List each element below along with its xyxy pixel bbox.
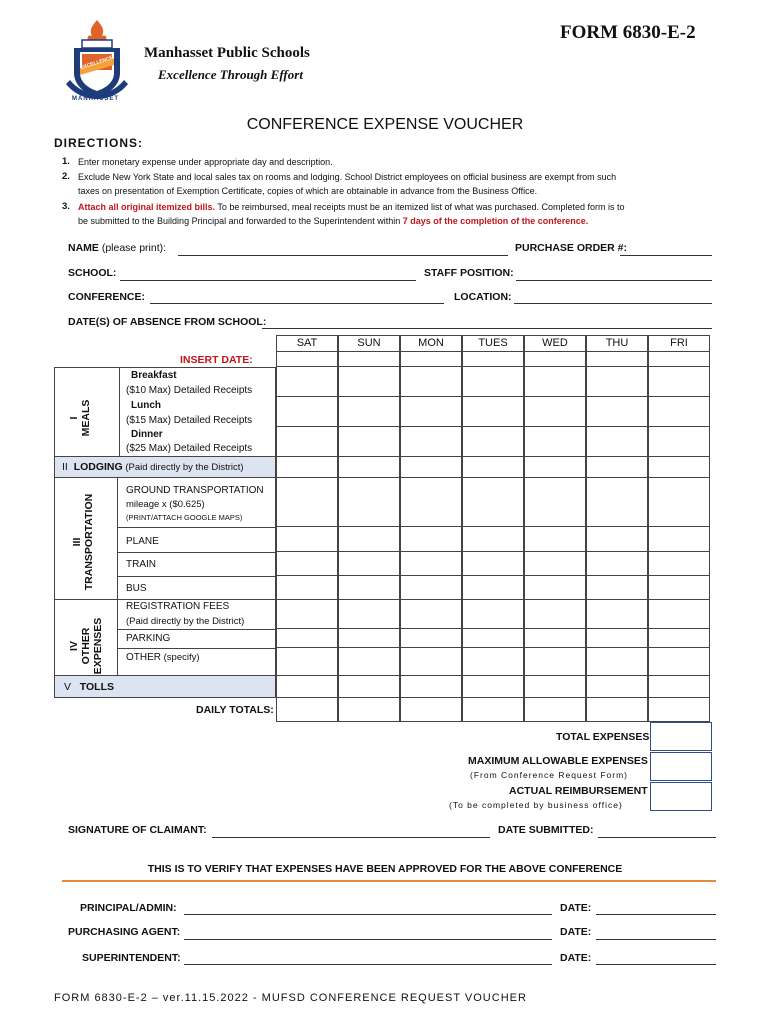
expense-cell[interactable] (462, 527, 524, 552)
expense-cell[interactable] (586, 527, 648, 552)
expense-cell[interactable] (586, 676, 648, 698)
expense-cell[interactable] (524, 676, 586, 698)
meals-heading (68, 378, 92, 458)
principal-date-label: DATE: (560, 902, 592, 914)
logo-banner-text: MANHASSET (72, 96, 120, 102)
other-label (126, 652, 200, 663)
daily-total-cell[interactable] (276, 698, 338, 722)
day-header: SAT (276, 335, 338, 352)
date-cell[interactable] (276, 352, 338, 367)
expense-cell[interactable] (462, 600, 524, 629)
expense-cell[interactable] (462, 367, 524, 397)
meals-num: I (68, 416, 80, 420)
principal-field[interactable] (184, 914, 552, 915)
expense-cell[interactable] (276, 367, 338, 397)
purchasing-date-label: DATE: (560, 926, 592, 938)
expense-cell[interactable] (276, 552, 338, 576)
expense-cell[interactable] (586, 427, 648, 457)
expense-cell[interactable] (338, 629, 400, 648)
absence-field[interactable] (262, 328, 712, 329)
absence-label: DATE(S) OF ABSENCE FROM SCHOOL: (68, 316, 267, 328)
footer-text: FORM 6830-E-2 – ver.11.15.2022 - MUFSD CONFERENCE REQUEST VOUCHER (54, 992, 527, 1004)
expense-cell[interactable] (400, 427, 462, 457)
max-allowable-label: MAXIMUM ALLOWABLE EXPENSES (468, 755, 648, 767)
breakfast-label: Breakfast (131, 370, 177, 381)
expense-cell[interactable] (338, 600, 400, 629)
day-header: MON (400, 335, 462, 352)
school-field[interactable] (120, 280, 416, 281)
bus-label: BUS (126, 583, 147, 594)
expense-cell[interactable] (648, 478, 710, 527)
expense-cell[interactable] (276, 457, 338, 478)
expense-cell[interactable] (338, 648, 400, 676)
day-header: THU (586, 335, 648, 352)
staff-position-field[interactable] (516, 280, 712, 281)
expense-cell[interactable] (648, 676, 710, 698)
daily-total-cell[interactable] (586, 698, 648, 722)
total-expenses-label: TOTAL EXPENSES (556, 731, 650, 743)
expense-cell[interactable] (462, 648, 524, 676)
expense-cell[interactable] (338, 457, 400, 478)
superintendent-date-field[interactable] (596, 964, 716, 965)
page-title: CONFERENCE EXPENSE VOUCHER (246, 116, 524, 133)
date-submitted-label: DATE SUBMITTED: (498, 824, 594, 836)
meals-text: MEALS (80, 399, 92, 437)
daily-total-cell[interactable] (524, 698, 586, 722)
lodging-text: LODGING (73, 461, 123, 473)
expense-cell[interactable] (338, 552, 400, 576)
expense-cell[interactable] (462, 552, 524, 576)
expense-cell[interactable] (276, 648, 338, 676)
expense-cell[interactable] (586, 629, 648, 648)
expense-cell[interactable] (524, 427, 586, 457)
school-label: SCHOOL: (68, 267, 117, 279)
purchasing-date-field[interactable] (596, 939, 716, 940)
registration-label: REGISTRATION FEES (126, 601, 230, 612)
name-label-text: NAME (68, 242, 99, 254)
train-label: TRAIN (126, 559, 156, 570)
expense-cell[interactable] (462, 676, 524, 698)
orange-rule (62, 880, 716, 882)
motto: Excellence Through Effort (158, 67, 303, 82)
dinner-note: ($25 Max) Detailed Receipts (126, 443, 253, 454)
date-cell[interactable] (400, 352, 462, 367)
expense-cell[interactable] (462, 397, 524, 427)
expense-cell[interactable] (400, 527, 462, 552)
claimant-signature-label: SIGNATURE OF CLAIMANT: (68, 824, 207, 836)
date-cell[interactable] (524, 352, 586, 367)
lunch-note: ($15 Max) Detailed Receipts (126, 415, 253, 426)
purchasing-agent-field[interactable] (184, 939, 552, 940)
expense-cell[interactable] (648, 576, 710, 600)
day-header: SUN (338, 335, 400, 352)
expense-cell[interactable] (462, 427, 524, 457)
insert-date-label: INSERT DATE: (180, 354, 253, 366)
daily-total-cell[interactable] (400, 698, 462, 722)
expense-cell[interactable] (462, 576, 524, 600)
lodging-label (62, 461, 244, 473)
direction-text: taxes on presentation of Exemption Certificate, copies of which are obtainable in advance from the Business Office. (78, 186, 538, 196)
actual-reimbursement-note: (To be completed by business office) (449, 800, 623, 810)
expense-cell[interactable] (586, 600, 648, 629)
expense-cell[interactable] (586, 457, 648, 478)
tolls-label (64, 681, 114, 693)
expense-cell[interactable] (400, 648, 462, 676)
expense-cell[interactable] (400, 600, 462, 629)
expense-cell[interactable] (338, 427, 400, 457)
expense-cell[interactable] (276, 600, 338, 629)
expense-cell[interactable] (276, 629, 338, 648)
school-name: Manhasset Public Schools (144, 45, 310, 61)
divider (118, 648, 276, 649)
expense-cell[interactable] (338, 367, 400, 397)
expense-cell[interactable] (586, 397, 648, 427)
expense-cell[interactable] (400, 552, 462, 576)
date-cell[interactable] (648, 352, 710, 367)
other-note: (specify) (161, 652, 200, 663)
principal-date-field[interactable] (596, 914, 716, 915)
mileage-label: mileage x ($0.625) (126, 499, 205, 510)
plane-label: PLANE (126, 536, 159, 547)
expense-cell[interactable] (462, 457, 524, 478)
divider (118, 576, 276, 577)
expense-cell[interactable] (586, 576, 648, 600)
lunch-label: Lunch (131, 400, 161, 411)
lodging-num: II (62, 461, 68, 473)
divider (118, 552, 276, 553)
direction-red-lead: Attach all original itemized bills. (78, 202, 216, 212)
expense-cell[interactable] (338, 397, 400, 427)
total-expenses-box[interactable] (650, 722, 712, 751)
expense-cell[interactable] (462, 629, 524, 648)
daily-total-cell[interactable] (462, 698, 524, 722)
superintendent-label: SUPERINTENDENT: (82, 952, 181, 964)
ground-label: GROUND TRANSPORTATION (126, 485, 264, 496)
expense-cell[interactable] (276, 576, 338, 600)
divider (118, 527, 276, 528)
expense-cell[interactable] (648, 457, 710, 478)
expense-cell[interactable] (524, 367, 586, 397)
location-field[interactable] (514, 303, 712, 304)
daily-total-cell[interactable] (648, 698, 710, 722)
form-id: FORM 6830-E-2 (560, 22, 696, 43)
day-header: WED (524, 335, 586, 352)
expense-cell[interactable] (462, 478, 524, 527)
expense-cell[interactable] (524, 527, 586, 552)
divider (118, 629, 276, 630)
expense-cell[interactable] (648, 367, 710, 397)
actual-reimbursement-box[interactable] (650, 782, 712, 811)
date-cell[interactable] (338, 352, 400, 367)
actual-reimbursement-label: ACTUAL REIMBURSEMENT (509, 785, 648, 797)
expense-cell[interactable] (586, 648, 648, 676)
expense-cell[interactable] (400, 478, 462, 527)
direction-text: Enter monetary expense under appropriate day and description. (78, 157, 333, 167)
maps-label: (PRINT/ATTACH GOOGLE MAPS) (126, 513, 243, 522)
direction-num: 3. (62, 201, 70, 212)
expense-cell[interactable] (586, 552, 648, 576)
po-field[interactable] (620, 255, 712, 256)
dinner-label: Dinner (131, 429, 163, 440)
direction-text: Exclude New York State and local sales tax on rooms and lodging. School District employees on official business are exempt from such (78, 172, 617, 182)
date-submitted-field[interactable] (598, 837, 716, 838)
expense-cell[interactable] (586, 367, 648, 397)
direction-num: 1. (62, 156, 70, 167)
direction-text-part: To be reimbursed, meal receipts must be an itemized list of what was purchased. Completed form is to (215, 202, 625, 212)
expense-cell[interactable] (524, 629, 586, 648)
expense-cell[interactable] (276, 427, 338, 457)
direction-red-tail: 7 days of the completion of the conference. (402, 216, 589, 226)
expense-cell[interactable] (524, 397, 586, 427)
name-field[interactable] (178, 255, 508, 256)
expense-cell[interactable] (648, 397, 710, 427)
tolls-num: V (64, 681, 72, 693)
expense-cell[interactable] (338, 676, 400, 698)
breakfast-note: ($10 Max) Detailed Receipts (126, 385, 253, 396)
expense-cell[interactable] (524, 457, 586, 478)
max-allowable-box[interactable] (650, 752, 712, 781)
conference-field[interactable] (150, 303, 444, 304)
date-cell[interactable] (462, 352, 524, 367)
other-num: IV (68, 641, 80, 651)
other-text1: OTHER (80, 627, 92, 665)
directions-heading: DIRECTIONS: (54, 136, 143, 150)
day-header: TUES (462, 335, 524, 352)
lodging-note: (Paid directly by the District) (122, 462, 244, 473)
expense-cell[interactable] (276, 478, 338, 527)
expense-cell[interactable] (524, 576, 586, 600)
expense-cell[interactable] (400, 457, 462, 478)
expense-cell[interactable] (276, 527, 338, 552)
expense-cell[interactable] (648, 629, 710, 648)
other-text: OTHER (126, 652, 161, 663)
transport-heading (71, 477, 95, 607)
expense-cell[interactable] (648, 427, 710, 457)
direction-num: 2. (62, 171, 70, 182)
expense-cell[interactable] (648, 552, 710, 576)
expense-cell[interactable] (524, 478, 586, 527)
expense-cell[interactable] (524, 648, 586, 676)
verify-statement: THIS IS TO VERIFY THAT EXPENSES HAVE BEEN APPROVED FOR THE ABOVE CONFERENCE (147, 863, 623, 875)
expense-cell[interactable] (648, 527, 710, 552)
transport-text: TRANSPORTATION (83, 493, 95, 591)
other-heading (68, 606, 104, 686)
other-text2: EXPENSES (92, 617, 104, 675)
expense-cell[interactable] (524, 600, 586, 629)
direction-text-part: be submitted to the Building Principal and forwarded to the Superintendent within (78, 216, 403, 226)
daily-total-cell[interactable] (338, 698, 400, 722)
direction-text (78, 202, 625, 212)
daily-totals-label: DAILY TOTALS: (196, 704, 274, 716)
location-label: LOCATION: (454, 291, 512, 303)
transport-num: III (71, 537, 83, 547)
max-allowable-note: (From Conference Request Form) (470, 770, 629, 780)
conference-label: CONFERENCE: (68, 291, 146, 303)
logo-ribbon-text: EXCELLENCE (79, 54, 114, 72)
expense-cell[interactable] (400, 676, 462, 698)
expense-cell[interactable] (338, 576, 400, 600)
name-hint: (please print): (98, 242, 167, 254)
expense-cell[interactable] (648, 600, 710, 629)
expense-cell[interactable] (276, 676, 338, 698)
expense-cell[interactable] (276, 397, 338, 427)
superintendent-field[interactable] (184, 964, 552, 965)
date-cell[interactable] (586, 352, 648, 367)
name-label (68, 242, 166, 254)
claimant-signature-field[interactable] (212, 837, 490, 838)
expense-cell[interactable] (400, 629, 462, 648)
expense-cell[interactable] (648, 648, 710, 676)
po-label: PURCHASE ORDER #: (515, 242, 628, 254)
day-header: FRI (648, 335, 710, 352)
expense-cell[interactable] (400, 397, 462, 427)
expense-cell[interactable] (586, 478, 648, 527)
expense-cell[interactable] (338, 478, 400, 527)
direction-text (78, 216, 588, 226)
superintendent-date-label: DATE: (560, 952, 592, 964)
expense-cell[interactable] (400, 576, 462, 600)
principal-label: PRINCIPAL/ADMIN: (80, 902, 177, 914)
tolls-text: TOLLS (79, 681, 115, 693)
parking-label: PARKING (126, 633, 171, 644)
school-logo (62, 18, 132, 108)
purchasing-agent-label: PURCHASING AGENT: (68, 926, 181, 938)
registration-note: (Paid directly by the District) (126, 616, 245, 627)
expense-cell[interactable] (524, 552, 586, 576)
staff-position-label: STAFF POSITION: (424, 267, 514, 279)
expense-cell[interactable] (338, 527, 400, 552)
expense-cell[interactable] (400, 367, 462, 397)
